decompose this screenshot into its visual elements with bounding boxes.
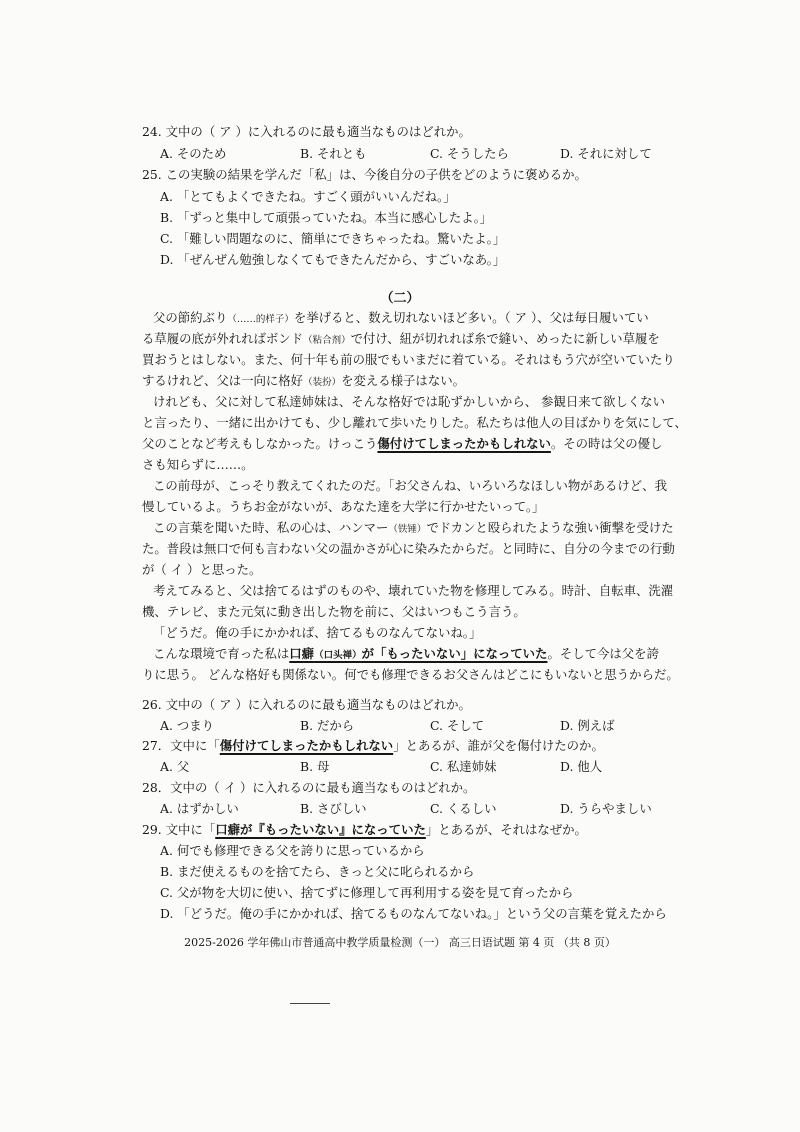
question-29-option-c: C. 父が物を大切に使い、捨てずに修理して再利用する姿を見て育ったから xyxy=(160,885,574,900)
passage-line: けれども、父に対して私達姉妹は、そんな格好では恥ずかしいから、 参観日来て欲しくない xyxy=(153,394,665,409)
question-25-option-b: B. 「ずっと集中して頑張っていたね。本当に感心したよ。」 xyxy=(160,210,493,225)
question-27-option-c: C. 私達姉妹 xyxy=(430,759,497,774)
question-25-stem: 25. この実験の結果を学んだ「私」は、今後自分の子供をどのように褒めるか。 xyxy=(142,167,587,182)
passage-line: た。普段は無口で何も言わない父の温かさが心に染みたからだ。と同時に、自分の今までの行動 xyxy=(142,541,675,556)
passage-line: この前母が、こっそり教えてくれたのだ。「お父さんね、いろいろなほしい物があるけど、我 xyxy=(153,478,667,493)
passage-line: と言ったり、一緒に出かけても、少し離れて歩いたりした。私たちは他人の目ばかりを気にして、 xyxy=(142,415,687,430)
question-24-option-c: C. そうしたら xyxy=(430,146,509,161)
question-29-option-a: A. 何でも修理できる父を誇りに思っているから xyxy=(160,843,425,858)
passage-line: 「どうだ。俺の手にかかれば、捨てるものなんてないね。」 xyxy=(153,625,482,640)
question-28-option-a: A. はずかしい xyxy=(160,801,239,816)
passage-line: 父の節約ぶり（……的样子）を挙げると、数え切れないほど多い。（ ア ）、父は毎日履いてい xyxy=(153,310,649,325)
question-29-stem: 29. 文中に「口癖が『もったいない』になっていた」とあるが、それはなぜか。 xyxy=(142,822,587,837)
question-28-stem: 28．文中の（ イ ）に入れるのに最も適当なものはどれか。 xyxy=(142,780,476,795)
passage-line: りに思う。 どんな格好も関係ない。何でも修理できるお父さんはどこにもいないと思うからだ。 xyxy=(142,667,679,682)
question-26-option-a: A. つまり xyxy=(160,718,214,733)
page-footer: 2025-2026 学年佛山市普通高中教学质量检测（一） 高三日语试题 第 4 页 （共 8 页） xyxy=(184,936,616,949)
question-26-option-b: B. だから xyxy=(300,718,355,733)
question-24-option-d: D. それに対して xyxy=(560,146,652,161)
question-28-option-c: C. くるしい xyxy=(430,801,497,816)
underlined-phrase: が「もったいない」になっていた xyxy=(361,646,548,661)
passage-line: さも知らずに……。 xyxy=(142,457,254,472)
underlined-phrase: 口癖 xyxy=(289,646,315,661)
passage-line: 慢しているよ。うちお金がないが、あなた達を大学に行かせたいって。」 xyxy=(142,499,545,514)
passage-line: 父のことなど考えもしなかった。けっこう傷付けてしまったかもしれない。その時は父の優し xyxy=(142,436,663,451)
underlined-phrase: 口癖が『もったいない』になっていた xyxy=(215,822,426,837)
divider xyxy=(290,1003,330,1004)
section-heading: （二） xyxy=(380,291,420,306)
question-27-option-b: B. 母 xyxy=(300,759,330,774)
passage-line: が（ イ ）と思った。 xyxy=(142,562,262,577)
question-27-option-a: A. 父 xyxy=(160,759,190,774)
passage-line: するけれど、父は一向に格好（装扮）を変える様子はない。 xyxy=(142,373,465,388)
passage-line: 考えてみると、父は捨てるはずのものや、壊れていた物を修理してみる。時計、自転車、洗濯 xyxy=(153,583,674,598)
question-25-option-c: C. 「難しい問題なのに、簡単にできちゃったね。驚いたよ。」 xyxy=(160,231,506,246)
underlined-phrase: 傷付けてしまったかもしれない xyxy=(377,436,551,451)
question-25-option-d: D. 「ぜんぜん勉強しなくてもできたんだから、すごいなあ。」 xyxy=(160,252,506,267)
question-29-option-b: B. まだ使えるものを捨てたら、きっと父に叱られるから xyxy=(160,864,475,879)
question-27-stem: 27．文中に「傷付けてしまったかもしれない」とあるが、誰が父を傷付けたのか。 xyxy=(142,738,604,753)
passage-line: この言葉を聞いた時、私の心は、ハンマー（铁锤）でドカンと殴られたような強い衝撃を受けた xyxy=(153,520,674,535)
question-26-option-c: C. そして xyxy=(430,718,485,733)
question-26-option-d: D. 例えば xyxy=(560,718,615,733)
question-24-option-b: B. それとも xyxy=(300,146,367,161)
question-26-stem: 26. 文中の（ ア ）に入れるのに最も適当なものはどれか。 xyxy=(142,697,471,712)
passage-line: 買おうとはしない。また、何十年も前の服でもいまだに着ている。それはもう穴が空いていたり xyxy=(142,352,675,367)
passage-line: 機、テレビ、また元気に動き出した物を前に、父はいつもこう言う。 xyxy=(142,604,526,619)
question-28-option-d: D. うらやましい xyxy=(560,801,652,816)
passage-line: る草履の底が外れればボンド（粘合剂）で付け、紐が切れれば糸で縫い、めったに新しい草履を xyxy=(142,331,660,346)
question-25-option-a: A. 「とてもよくできたね。すごく頭がいいんだね。」 xyxy=(160,189,456,204)
question-27-option-d: D. 他人 xyxy=(560,759,603,774)
question-24-stem: 24. 文中の（ ア ）に入れるのに最も適当なものはどれか。 xyxy=(142,124,471,139)
question-28-option-b: B. さびしい xyxy=(300,801,367,816)
question-24-option-a: A. そのため xyxy=(160,146,227,161)
passage-line: こんな環境で育った私は口癖（口头禅）が「もったいない」になっていた。そして今は父を誇 xyxy=(153,646,659,661)
underlined-phrase: 傷付けてしまったかもしれない xyxy=(219,738,394,753)
question-29-option-d: D. 「どうだ。俺の手にかかれば、捨てるものなんてないね。」という父の言葉を覚えたから xyxy=(160,906,667,921)
